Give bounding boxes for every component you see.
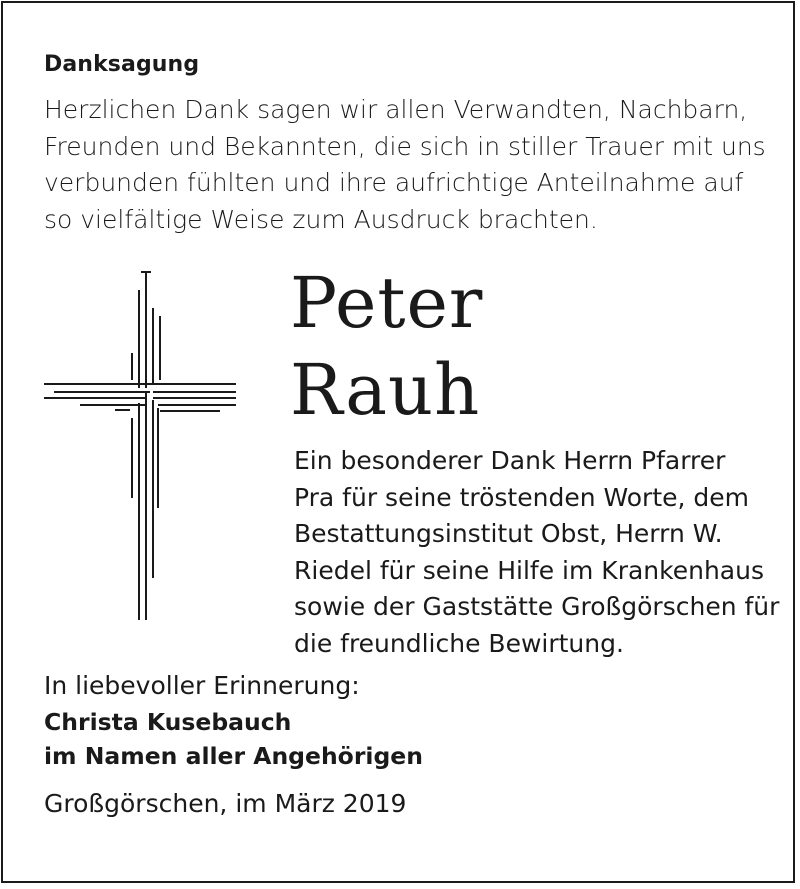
thanks-line: Riedel für seine Hilfe im Krankenhaus	[294, 555, 764, 585]
place-date: Großgörschen, im März 2019	[44, 789, 407, 818]
thanks-line: Pra für seine tröstenden Worte, dem	[294, 482, 750, 512]
intro-line: Herzlichen Dank sagen wir allen Verwandten, Nachbarn,	[44, 95, 748, 124]
memory-line: In liebevoller Erinnerung:	[44, 671, 360, 700]
cross-icon	[40, 268, 250, 628]
deceased-first-name: Peter	[290, 262, 484, 344]
thanks-line: die freundliche Bewirtung.	[294, 628, 624, 658]
thanks-line: sowie der Gaststätte Großgörschen für	[294, 592, 780, 621]
on-behalf-line: im Namen aller Angehörigen	[44, 742, 423, 770]
intro-line: Freunden und Bekannten, die sich in stiller Trauer mit uns	[44, 131, 766, 161]
intro-line: so vielfältige Weise zum Ausdruck brachten.	[44, 204, 598, 234]
signatory-name: Christa Kusebauch	[44, 708, 292, 736]
notice-heading: Danksagung	[44, 52, 200, 77]
intro-line: verbunden fühlten und ihre aufrichtige Anteilnahme auf	[44, 168, 744, 197]
intro-text	[44, 92, 784, 238]
thanks-text	[294, 443, 784, 662]
deceased-last-name: Rauh	[290, 349, 481, 431]
thanks-line: Ein besonderer Dank Herrn Pfarrer	[294, 446, 726, 475]
thanks-line: Bestattungsinstitut Obst, Herrn W.	[294, 519, 723, 548]
